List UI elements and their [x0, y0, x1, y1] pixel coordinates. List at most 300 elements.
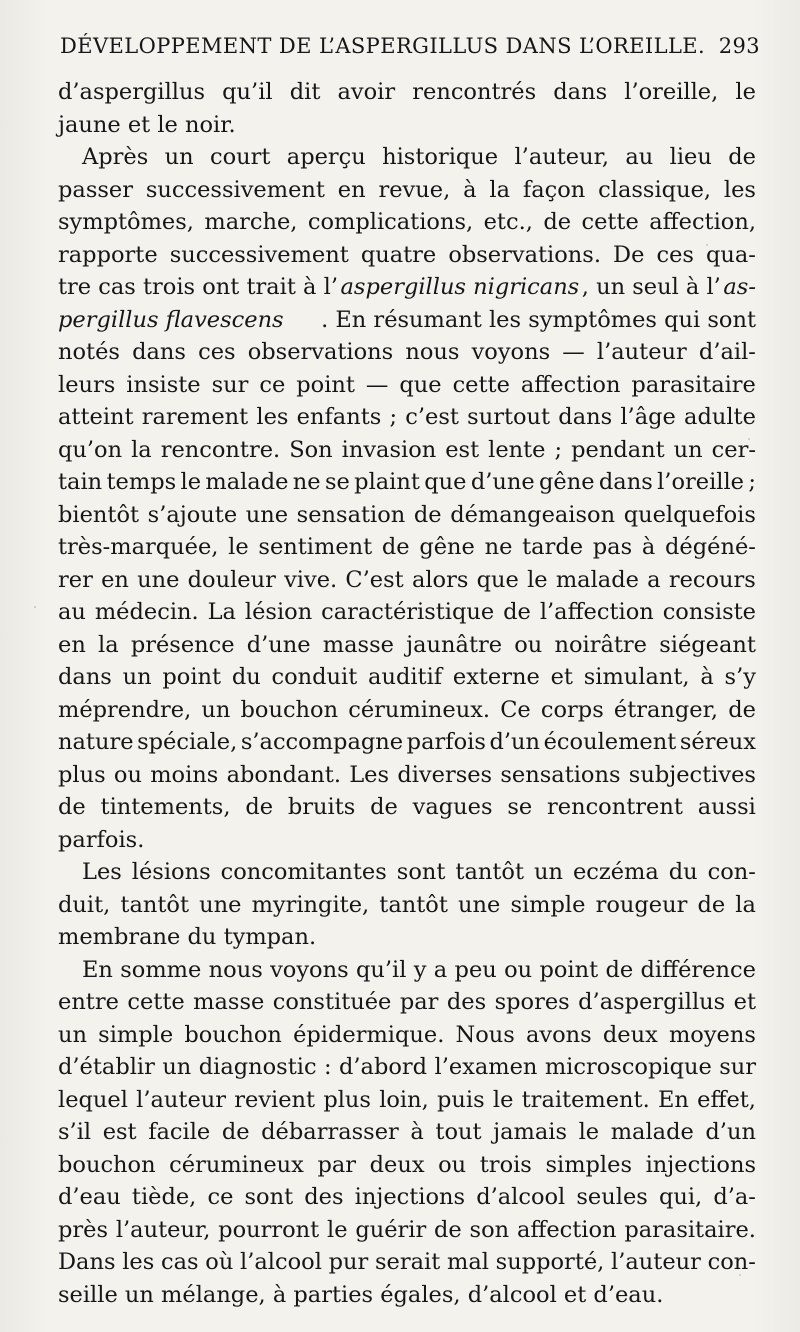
text-word: auditif: [368, 664, 443, 690]
text-word: l’auteur: [136, 1086, 227, 1113]
text-word: con-: [707, 1249, 756, 1275]
text-line: [58, 661, 756, 694]
text-word: épidermique.: [293, 1021, 445, 1048]
text-word: insiste: [126, 371, 201, 398]
text-word: jaunâtre: [406, 631, 503, 658]
text-word: écoulement: [543, 729, 677, 755]
text-word: ;: [389, 404, 398, 430]
text-word: que: [476, 566, 519, 593]
text-line: [58, 1246, 756, 1279]
text-word: bruits: [287, 794, 356, 820]
text-word: successivement: [169, 241, 349, 268]
text-line: [58, 369, 756, 402]
text-word: séreux: [679, 729, 756, 755]
text-line: [58, 824, 756, 857]
text-word: vagues: [412, 794, 493, 820]
text-word: de: [503, 599, 531, 625]
text-word: invasion: [341, 436, 437, 463]
text-word: pourront: [218, 1216, 320, 1243]
text-word: des: [304, 1184, 344, 1210]
text-word: méprendre,: [58, 696, 192, 723]
text-word: de: [221, 1119, 250, 1145]
paragraph-first-line: [58, 141, 756, 174]
text-word: revue,: [378, 176, 451, 203]
text-line: [58, 206, 756, 239]
text-word: a: [647, 566, 661, 593]
text-word: symptômes,: [58, 209, 194, 235]
text-word: la: [489, 176, 511, 203]
text-word: tintements,: [100, 794, 231, 820]
text-word: dans: [558, 404, 613, 430]
text-word: Ce: [500, 696, 531, 723]
text-word: serait: [375, 1249, 441, 1275]
text-word: facile: [148, 1119, 211, 1145]
text-word: démangeaison: [450, 501, 616, 528]
text-word: de: [728, 144, 756, 170]
text-line-content: [58, 1246, 756, 1279]
text-word: loin,: [379, 1086, 429, 1113]
text-word: lésion: [244, 599, 313, 625]
text-word: classique,: [598, 176, 712, 203]
text-word: surtout: [467, 404, 551, 430]
text-word: noirâtre: [554, 631, 648, 658]
text-word: Les: [82, 859, 122, 885]
text-word: mal: [447, 1249, 489, 1275]
text-word: le: [578, 1119, 600, 1145]
text-word: qu’on: [58, 436, 123, 463]
text-line-content: jaune et le noir.: [58, 111, 236, 138]
text-word: dans: [553, 79, 608, 105]
text-line: [58, 921, 756, 954]
text-word: lente: [488, 436, 546, 463]
text-word: une: [137, 566, 180, 593]
text-word: pendant: [571, 436, 665, 463]
text-word: de: [728, 696, 756, 723]
text-word: sur: [211, 371, 249, 398]
text-line-content: [58, 726, 756, 759]
text-word: quatre: [360, 241, 437, 268]
text-word: sentiment: [258, 534, 373, 560]
text-word: recours: [668, 566, 756, 593]
text-word: guérir: [355, 1216, 427, 1243]
text-line: [58, 564, 756, 597]
text-word: En: [657, 1086, 689, 1113]
text-line: [58, 401, 756, 434]
text-word: malade: [610, 1119, 694, 1145]
text-word: affection: [516, 1216, 617, 1243]
text-word: passer: [58, 176, 133, 203]
text-line-content: [58, 791, 756, 824]
text-word: La: [207, 599, 236, 625]
text-line-content: [58, 531, 756, 564]
text-word: parasitaire.: [624, 1216, 756, 1243]
text-word: une: [245, 501, 289, 528]
species-name-italic: pergillus flavescens: [58, 306, 284, 333]
text-word: l’oreille: [657, 469, 744, 495]
text-word: d’un: [489, 729, 541, 755]
text-word: En: [82, 956, 113, 983]
text-line-content: [58, 759, 756, 792]
text-word: rapporte: [58, 241, 158, 268]
text-word: affection,: [649, 209, 756, 235]
text-line: [58, 1019, 756, 1052]
text-word: moins: [150, 761, 219, 788]
text-word: d’abord: [339, 1054, 428, 1080]
text-line: [58, 889, 756, 922]
text-word: avons: [526, 1021, 592, 1048]
text-word: la: [735, 891, 756, 918]
paper-speck: [748, 438, 750, 440]
text-word: à: [641, 534, 656, 560]
text-line-content: [58, 239, 756, 272]
text-word: Les: [349, 761, 390, 788]
text-word: débarrasser: [261, 1119, 399, 1145]
text-line-content: [58, 336, 756, 369]
text-word: et: [550, 664, 573, 690]
text-word: à: [463, 176, 477, 203]
text-line: [58, 1279, 756, 1312]
text-word: plaint: [354, 469, 420, 495]
text-word: injections: [354, 1184, 466, 1210]
text-word: peu: [454, 956, 497, 983]
body-text: [58, 76, 756, 1311]
text-word: étranger,: [613, 696, 719, 723]
text-word: tarde: [522, 534, 584, 560]
text-word: se: [324, 469, 350, 495]
text-word: C’est: [345, 566, 404, 593]
text-word: ces: [198, 339, 236, 365]
text-word: le: [228, 534, 249, 560]
text-word: un: [673, 436, 703, 463]
text-word: qu’il: [222, 79, 273, 105]
text-word: subjectives: [628, 761, 756, 788]
text-word: dit: [289, 79, 321, 105]
text-word: trois: [479, 1151, 532, 1178]
text-line: [58, 109, 756, 142]
paper-speck: [34, 606, 36, 608]
text-word: microscopique: [544, 1054, 712, 1080]
text-word: d’eau: [58, 1184, 121, 1210]
text-word: simple: [510, 891, 586, 918]
text-word: le: [527, 566, 548, 593]
text-word: lésions: [131, 859, 211, 885]
text-line-content: [58, 499, 756, 532]
text-line: [58, 499, 756, 532]
text-line-content: [58, 369, 756, 402]
text-word: de: [605, 956, 634, 983]
text-word: dégéné-: [665, 534, 756, 560]
text-word: successivement: [145, 176, 325, 203]
text-word: court: [209, 144, 271, 170]
text-word: l’auteur,: [514, 144, 610, 170]
text-word: dans: [132, 339, 186, 365]
text-word: deux: [602, 1021, 658, 1048]
text-word: gêne: [539, 469, 595, 495]
text-word: cérumineux: [169, 1151, 304, 1178]
text-word: s’ajoute: [147, 501, 238, 528]
text-line: [58, 726, 756, 759]
text-word: notés: [58, 339, 120, 365]
text-line-content: [58, 1084, 756, 1117]
text-word: se: [507, 794, 533, 820]
text-word: nature: [58, 729, 134, 755]
text-word: voyons: [471, 339, 551, 365]
text-word: près: [58, 1216, 109, 1243]
species-name-italic: aspergillus nigricans: [340, 274, 580, 300]
text-line-content: membrane du tympan.: [58, 924, 317, 950]
text-line-content: [58, 661, 756, 694]
text-line-content: [58, 1116, 756, 1149]
text-word: de: [434, 1216, 462, 1243]
text-word: l’âge: [620, 404, 676, 430]
text-line: [58, 336, 756, 369]
text-word: ce: [259, 371, 286, 398]
text-word: Après: [82, 144, 149, 170]
text-word: gêne: [419, 534, 475, 560]
text-word: d’a-: [713, 1184, 756, 1210]
text-word: du: [231, 664, 261, 690]
text-word: dans: [598, 469, 653, 495]
text-word: concomitantes: [220, 859, 387, 885]
text-word: les: [122, 1249, 155, 1275]
text-word: à: [700, 664, 714, 690]
text-word: lequel: [58, 1086, 128, 1113]
text-word: rencontrent: [547, 794, 683, 820]
text-word: d’alcool: [476, 1184, 566, 1210]
text-word: une: [458, 891, 501, 918]
text-word: sont: [396, 859, 446, 885]
text-word: ou: [514, 631, 543, 658]
text-word: l’examen: [434, 1054, 538, 1080]
text-line: [58, 1181, 756, 1214]
text-word: diverses: [397, 761, 493, 788]
text-word: externe: [452, 664, 540, 690]
text-word: somme: [120, 956, 202, 983]
text-word: que: [424, 469, 467, 495]
text-line: [58, 76, 756, 109]
text-word: présence: [130, 631, 235, 658]
text-word: Nous: [455, 1021, 515, 1048]
text-word: de: [370, 794, 398, 820]
text-word: un: [162, 1054, 192, 1080]
text-word: par: [317, 1151, 357, 1178]
text-line: [58, 629, 756, 662]
text-word: conduit: [271, 664, 358, 690]
text-word: aperçu: [286, 144, 366, 170]
page-number: 293: [718, 34, 760, 58]
text-word: leurs: [58, 371, 116, 398]
text-word: l’affection: [539, 599, 654, 625]
text-word: un: [164, 144, 194, 170]
text-word: alors: [411, 566, 469, 593]
text-word: puis: [437, 1086, 485, 1113]
text-word: plus: [323, 1086, 371, 1113]
text-word: atteint: [58, 404, 134, 430]
text-word: le: [327, 1216, 348, 1243]
text-word: qua-: [706, 241, 756, 268]
text-word: effet,: [697, 1086, 756, 1113]
text-word: adulte: [684, 404, 756, 430]
text-word: siégeant: [659, 631, 756, 658]
text-word: masse: [322, 631, 394, 658]
text-word: d’établir: [58, 1054, 155, 1080]
text-word: un: [533, 859, 563, 885]
text-word: ;: [554, 436, 563, 463]
text-word: seules: [576, 1184, 648, 1210]
text-word: d’aspergillus: [58, 79, 206, 105]
text-line-content: [58, 1051, 756, 1084]
text-word: moyens: [668, 1021, 756, 1048]
line-suffix-text: . En résumant les symptômes qui sont: [321, 306, 756, 333]
text-word: cette: [127, 989, 185, 1015]
text-word: l’auteur: [611, 1249, 701, 1275]
text-word: con-: [707, 859, 756, 885]
text-word: sur: [719, 1054, 756, 1080]
text-word: supporté,: [495, 1249, 605, 1275]
text-word: Son: [289, 436, 333, 463]
text-word: s’y: [724, 664, 756, 690]
text-word: d’une: [246, 631, 311, 658]
text-line-content: [58, 1181, 756, 1214]
text-word: en: [337, 176, 366, 203]
text-word: ce: [207, 1184, 234, 1210]
text-word: de: [58, 794, 86, 820]
text-word: qu’il: [355, 956, 407, 983]
paper-speck: [706, 244, 708, 246]
text-word: de: [245, 794, 274, 820]
text-word: en: [101, 566, 129, 593]
text-word: simples: [545, 1151, 632, 1178]
text-line: [58, 596, 756, 629]
text-word: simulant,: [583, 664, 690, 690]
text-word: point: [162, 664, 222, 690]
text-word: —: [562, 339, 585, 365]
text-word: un: [58, 1021, 87, 1048]
text-word: sensations: [500, 761, 621, 788]
text-word: la: [98, 631, 119, 658]
text-word: voyons: [270, 956, 349, 983]
text-word: d’ail-: [698, 339, 756, 365]
text-line-content: [82, 954, 756, 987]
text-word: temps: [106, 469, 177, 495]
text-word: simple: [98, 1021, 174, 1048]
text-word: rougeur: [595, 891, 688, 918]
text-word: bouchon: [184, 1021, 282, 1048]
text-word: bouchon: [240, 696, 339, 723]
text-word: observations: [247, 339, 394, 365]
text-word: les: [723, 176, 756, 203]
text-word: l’auteur,: [115, 1216, 211, 1243]
text-word: caractéristique: [321, 599, 495, 625]
text-line-content: [58, 401, 756, 434]
text-line-content: [58, 1214, 756, 1247]
text-word: abondant.: [226, 761, 341, 788]
text-word: est: [102, 1119, 137, 1145]
text-line-content: [58, 434, 756, 467]
text-word: parasitaire: [631, 371, 756, 398]
text-word: tout: [435, 1119, 482, 1145]
text-word: cer-: [711, 436, 756, 463]
text-word: s’accompagne: [240, 729, 404, 755]
text-line: [58, 986, 756, 1019]
text-word: avoir: [337, 79, 396, 105]
text-word: cérumineux.: [348, 696, 491, 723]
text-word: d’une: [470, 469, 535, 495]
text-word: l’auteur: [596, 339, 687, 365]
text-word: corps: [540, 696, 604, 723]
text-word: ou: [504, 956, 533, 983]
text-word: Dans: [58, 1249, 116, 1275]
text-word: traitement.: [521, 1086, 650, 1113]
text-word: est: [445, 436, 480, 463]
text-word: injections: [645, 1151, 756, 1178]
text-word: la: [131, 436, 152, 463]
text-word: c’est: [405, 404, 459, 430]
text-word: vive.: [284, 566, 338, 593]
text-line-content: [58, 1149, 756, 1182]
text-word: dans: [58, 664, 112, 690]
text-word: d’aspergillus: [578, 989, 726, 1015]
text-word: le: [735, 79, 756, 105]
text-word: de: [697, 891, 726, 918]
text-word: :: [323, 1054, 332, 1080]
text-word: nous: [208, 956, 263, 983]
text-word: différence: [640, 956, 756, 983]
text-line-with-italics: [58, 304, 756, 337]
text-word: de: [413, 501, 442, 528]
text-word: une: [199, 891, 242, 918]
text-word: très-marquée,: [58, 534, 219, 560]
text-word: etc.,: [483, 209, 533, 235]
text-line: [58, 434, 756, 467]
text-word: enfants: [296, 404, 382, 430]
text-word: le: [180, 469, 202, 495]
text-word: masse: [193, 989, 265, 1015]
text-word: aussi: [697, 794, 756, 820]
text-line: [58, 1116, 756, 1149]
text-word: consiste: [662, 599, 756, 625]
text-word: jamais: [493, 1119, 568, 1145]
text-word: quelquefois: [623, 501, 756, 528]
text-word: des: [446, 989, 487, 1015]
text-word: malade: [555, 566, 639, 593]
text-word: pur: [328, 1249, 369, 1275]
text-line: [58, 1084, 756, 1117]
text-line-content: [58, 596, 756, 629]
text-line-content: [58, 76, 756, 109]
text-word: en: [58, 631, 86, 658]
text-line-content: [58, 889, 756, 922]
text-word: s’il: [58, 1119, 92, 1145]
line-prefix-text: tre cas trois ont trait à l’: [58, 274, 338, 300]
text-line: [58, 174, 756, 207]
text-word: diagnostic: [198, 1054, 317, 1080]
text-line: [58, 466, 756, 499]
text-line-content: [58, 564, 756, 597]
text-line: [58, 1149, 756, 1182]
text-word: point: [539, 956, 599, 983]
text-word: ne: [484, 534, 513, 560]
text-line-content: [82, 856, 756, 889]
text-word: d’un: [705, 1119, 756, 1145]
text-word: sont: [244, 1184, 294, 1210]
text-word: l’alcool: [240, 1249, 322, 1275]
text-word: De: [613, 241, 645, 268]
text-word: myringite,: [251, 891, 370, 918]
text-line-with-italics: [58, 271, 756, 304]
text-word: y: [413, 956, 427, 983]
paragraph-first-line: [58, 954, 756, 987]
